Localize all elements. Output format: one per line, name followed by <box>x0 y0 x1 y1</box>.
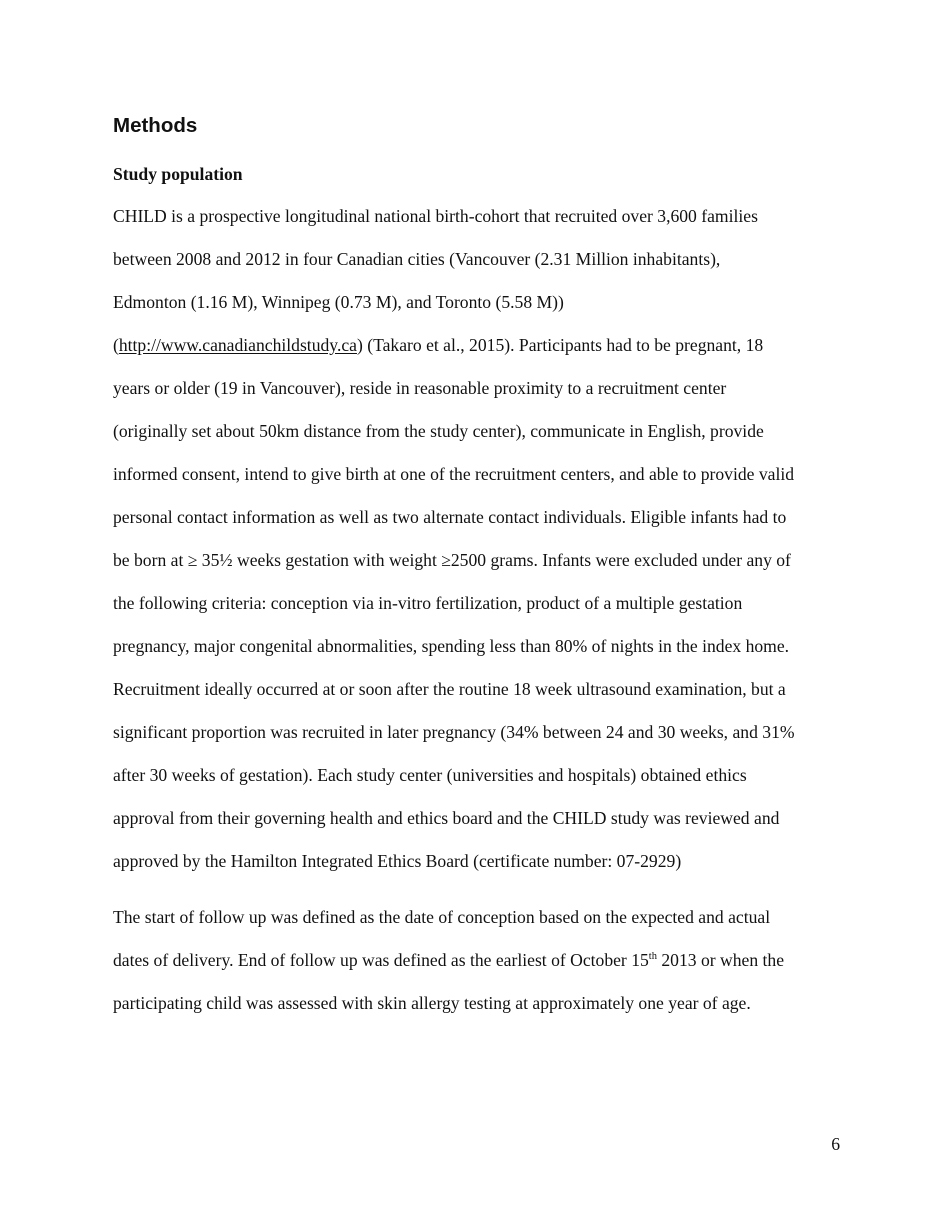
text-line-with-link <box>113 334 853 377</box>
text-fragment: ) (Takaro et al., 2015). Participants had to be pregnant, 18 <box>356 335 764 355</box>
text-line: personal contact information as well as two alternate contact individuals. Eligible infants had to <box>113 507 787 527</box>
text-fragment: ( <box>113 335 119 355</box>
text-line: participating child was assessed with skin allergy testing at approximately one year of age. <box>113 993 751 1013</box>
section-heading: Methods <box>113 114 198 137</box>
ordinal-superscript: th <box>648 951 657 962</box>
page-number: 6 <box>831 1134 840 1154</box>
subsection-heading: Study population <box>113 164 243 184</box>
text-fragment: dates of delivery. End of follow up was defined as the earliest of October 15 <box>113 950 649 970</box>
text-line: Recruitment ideally occurred at or soon after the routine 18 week ultrasound examination, but a <box>113 679 786 699</box>
study-website-link[interactable]: http://www.canadianchildstudy.ca <box>118 335 357 355</box>
text-line: CHILD is a prospective longitudinal national birth-cohort that recruited over 3,600 families <box>113 206 758 226</box>
text-line: pregnancy, major congenital abnormalities, spending less than 80% of nights in the index home. <box>113 636 790 656</box>
text-line-with-superscript <box>113 949 853 992</box>
text-line: significant proportion was recruited in later pregnancy (34% between 24 and 30 weeks, and 31% <box>113 722 795 742</box>
text-line: The start of follow up was defined as the date of conception based on the expected and actual <box>113 907 771 927</box>
text-line: approved by the Hamilton Integrated Ethics Board (certificate number: 07-2929) <box>113 851 682 871</box>
paragraph-follow-up <box>113 906 853 1035</box>
text-line: Edmonton (1.16 M), Winnipeg (0.73 M), and Toronto (5.58 M)) <box>113 292 564 312</box>
text-line: years or older (19 in Vancouver), reside in reasonable proximity to a recruitment center <box>113 378 727 398</box>
text-line: approval from their governing health and ethics board and the CHILD study was reviewed and <box>113 808 780 828</box>
text-line: (originally set about 50km distance from the study center), communicate in English, provide <box>113 421 764 441</box>
paragraph-study-population <box>113 205 853 893</box>
text-line: informed consent, intend to give birth at one of the recruitment centers, and able to provide valid <box>113 464 795 484</box>
text-line: between 2008 and 2012 in four Canadian cities (Vancouver (2.31 Million inhabitants), <box>113 249 721 269</box>
text-line: after 30 weeks of gestation). Each study center (universities and hospitals) obtained ethics <box>113 765 747 785</box>
text-line: be born at ≥ 35½ weeks gestation with weight ≥2500 grams. Infants were excluded under any of <box>113 550 791 570</box>
text-line: the following criteria: conception via in-vitro fertilization, product of a multiple gestation <box>113 593 743 613</box>
text-fragment: 2013 or when the <box>656 950 785 970</box>
